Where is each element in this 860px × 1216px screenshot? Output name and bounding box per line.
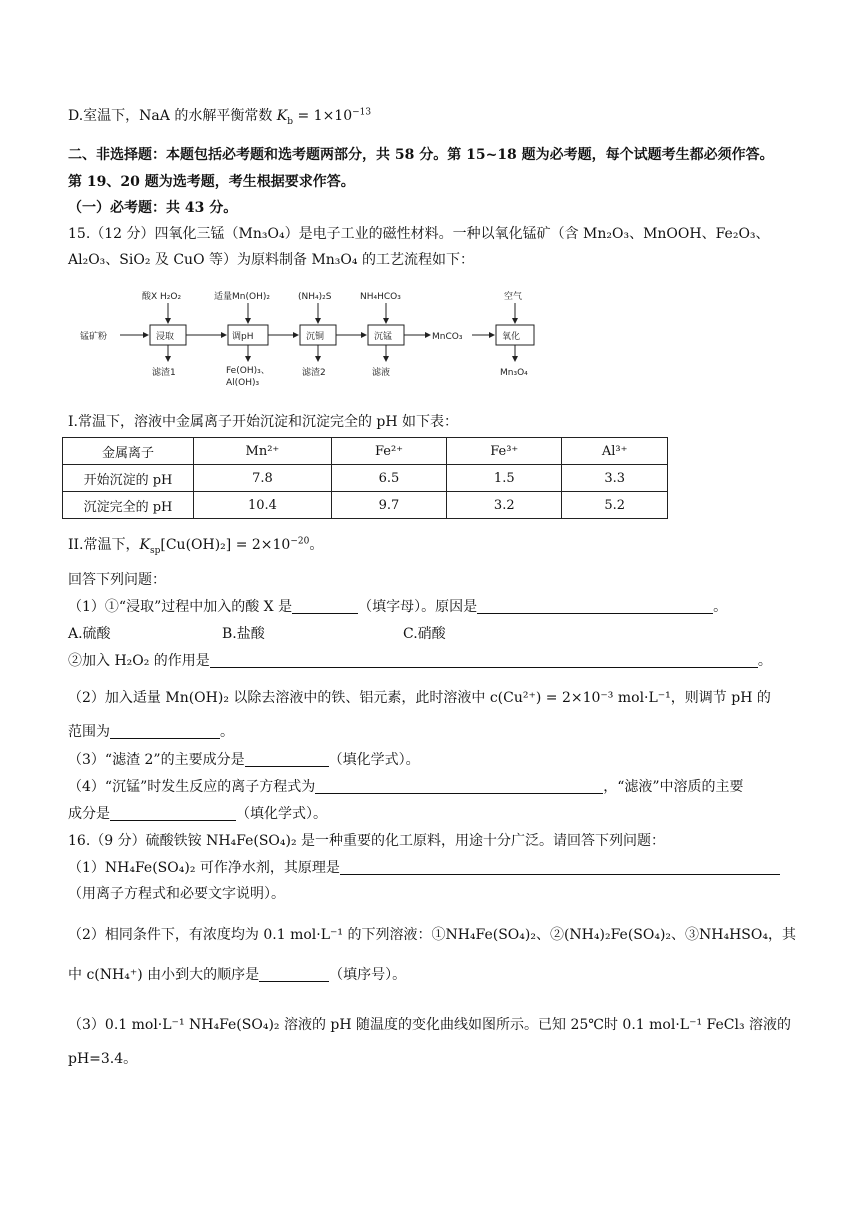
opt-a: A.硫酸 <box>68 626 111 642</box>
answer-blank[interactable] <box>292 598 358 614</box>
table-header-cell: 金属离子 <box>63 438 194 465</box>
p1a-end: 。 <box>713 599 728 615</box>
q16-p2b-text: 中 c(NH₄⁺) 由小到大的顺序是 <box>68 967 260 983</box>
q16-intro: 16.（9 分）硫酸铁铵 NH₄Fe(SO₄)₂ 是一种重要的化工原料，用途十分广泛。请回答下列问题： <box>68 833 666 849</box>
p2b-text: 范围为 <box>68 724 110 740</box>
answer-blank[interactable] <box>110 723 220 739</box>
flow-output-aloh: Al(OH)₃ <box>226 378 260 387</box>
table-cell: 3.3 <box>562 465 668 492</box>
flow-input-air: 空气 <box>504 292 523 302</box>
kb-exp: −13 <box>352 107 372 118</box>
table-row <box>63 465 668 492</box>
p1b-end: 。 <box>757 653 772 669</box>
q16-p1a-text: （1）NH₄Fe(SO₄)₂ 可作净水剂，其原理是 <box>68 860 340 876</box>
p1a-mid: （填字母）。原因是 <box>358 599 478 615</box>
flow-output-residue2: 滤渣2 <box>302 368 326 378</box>
p2b-end: 。 <box>220 724 234 740</box>
answer-blank[interactable] <box>210 652 758 668</box>
kb-eq: = 1×10 <box>293 108 353 124</box>
answer-blank[interactable] <box>110 805 236 821</box>
q15-ask: 回答下列问题： <box>68 572 166 588</box>
table-header-row <box>63 438 668 465</box>
flow-intermediate: MnCO₃ <box>432 332 463 342</box>
q15-intro-1: 15.（12 分）四氧化三锰（Mn₃O₄）是电子工业的磁性材料。一种以氧化锰矿（含 Mn₂O₃、MnOOH、Fe₂O₃、 <box>68 226 770 242</box>
section2-sub1: （一）必考题：共 43 分。 <box>68 200 238 216</box>
note2-exp: −20 <box>290 536 310 547</box>
flow-start: 锰矿粉 <box>80 332 108 342</box>
q15-note2 <box>68 535 323 555</box>
table-row <box>63 492 668 519</box>
q16-p1a <box>68 858 780 878</box>
p4b-end: （填化学式）。 <box>236 806 327 822</box>
q15-p4a <box>68 777 744 797</box>
q15-p1b <box>68 651 772 671</box>
q16-p3b: pH=3.4。 <box>68 1051 138 1067</box>
ph-table <box>62 437 668 519</box>
option-d <box>68 106 371 126</box>
note2-post: [Cu(OH)₂] = 2×10 <box>160 537 291 553</box>
flow-svg <box>80 287 550 387</box>
table-header-cell: Mn²⁺ <box>194 438 332 465</box>
p1b-text: ②加入 H₂O₂ 的作用是 <box>68 653 210 669</box>
q16-p1b: （用离子方程式和必要文字说明）。 <box>68 886 285 902</box>
answer-blank[interactable] <box>259 966 329 982</box>
opt-c: C.硝酸 <box>403 626 446 642</box>
q15-p3 <box>68 750 420 770</box>
q15-p1a <box>68 597 727 617</box>
p3-text: （3）“滤渣 2”的主要成分是 <box>68 752 245 768</box>
answer-blank[interactable] <box>477 598 713 614</box>
note2-pre: II.常温下， <box>68 537 140 553</box>
q16-p2b <box>68 965 406 985</box>
q16-p2b-end: （填序号）。 <box>329 967 407 983</box>
table-header-cell: Fe²⁺ <box>331 438 446 465</box>
table-cell: 6.5 <box>331 465 446 492</box>
section2-line1: 二、非选择题：本题包括必考题和选考题两部分，共 58 分。第 15~18 题为必考题，每个试题考生都必须作答。 <box>68 147 774 163</box>
process-flow-diagram <box>80 287 550 387</box>
flow-step-ph: 调pH <box>232 332 254 342</box>
table-cell: 5.2 <box>562 492 668 519</box>
q15-p2b <box>68 722 234 742</box>
table-cell: 3.2 <box>447 492 562 519</box>
flow-input-acid: 酸X H₂O₂ <box>142 292 182 302</box>
table-cell: 沉淀完全的 pH <box>63 492 194 519</box>
answer-blank[interactable] <box>315 778 603 794</box>
q15-note1: I.常温下，溶液中金属离子开始沉淀和沉淀完全的 pH 如下表： <box>68 414 459 430</box>
ksp-sub: sp <box>149 545 161 556</box>
flow-output-residue1: 滤渣1 <box>152 368 176 378</box>
table-cell: 开始沉淀的 pH <box>63 465 194 492</box>
q16-p2a: （2）相同条件下，有浓度均为 0.1 mol·L⁻¹ 的下列溶液：①NH₄Fe(SO₄)₂、②(NH₄)₂Fe(SO₄)₂、③NH₄HSO₄，其 <box>68 927 796 943</box>
answer-blank[interactable] <box>340 859 780 875</box>
table-cell: 1.5 <box>447 465 562 492</box>
q15-p2a: （2）加入适量 Mn(OH)₂ 以除去溶液中的铁、铝元素，此时溶液中 c(Cu²⁺) = 2×10⁻³ mol·L⁻¹，则调节 pH 的 <box>68 690 771 706</box>
ksp-symbol: K <box>139 537 150 553</box>
p3-end: （填化学式）。 <box>328 752 420 768</box>
note2-end: 。 <box>309 537 324 553</box>
flow-input-mnoh: 适量Mn(OH)₂ <box>214 292 270 302</box>
q15-intro-2: Al₂O₃、SiO₂ 及 CuO 等）为原料制备 Mn₃O₄ 的工艺流程如下： <box>68 252 474 268</box>
option-d-text: D.室温下，NaA 的水解平衡常数 <box>68 108 277 124</box>
answer-blank[interactable] <box>245 751 329 767</box>
flow-step-mn: 沉锰 <box>374 332 393 342</box>
p4a-end: ，“滤液”中溶质的主要 <box>603 779 744 795</box>
flow-input-nh4s: (NH₄)₂S <box>298 292 332 302</box>
q15-p4b <box>68 804 327 824</box>
q16-p3a: （3）0.1 mol·L⁻¹ NH₄Fe(SO₄)₂ 溶液的 pH 随温度的变化曲线如图所示。已知 25℃时 0.1 mol·L⁻¹ FeCl₃ 溶液的 <box>68 1017 792 1033</box>
table-cell: 7.8 <box>194 465 332 492</box>
flow-output-feoh: Fe(OH)₃、 <box>226 366 270 376</box>
flow-output-filtrate: 滤液 <box>372 368 391 378</box>
table-cell: 9.7 <box>331 492 446 519</box>
flow-step-cu: 沉铜 <box>306 332 325 342</box>
p4b-text: 成分是 <box>68 806 110 822</box>
flow-step-leach: 浸取 <box>156 332 175 342</box>
table-header-cell: Fe³⁺ <box>447 438 562 465</box>
table-header-cell: Al³⁺ <box>562 438 668 465</box>
section2-line2: 第 19、20 题为选考题，考生根据要求作答。 <box>68 174 355 190</box>
opt-b: B.盐酸 <box>222 626 265 642</box>
flow-step-ox: 氧化 <box>502 332 521 342</box>
kb-sub: b <box>287 116 294 127</box>
p4a-text: （4）“沉锰”时发生反应的离子方程式为 <box>68 779 316 795</box>
kb-symbol: K <box>276 108 288 124</box>
table-cell: 10.4 <box>194 492 332 519</box>
flow-input-nh4hco3: NH₄HCO₃ <box>360 292 401 302</box>
flow-output-mn3o4: Mn₃O₄ <box>500 368 528 378</box>
p1a-text: （1）①“浸取”过程中加入的酸 X 是 <box>68 599 293 615</box>
